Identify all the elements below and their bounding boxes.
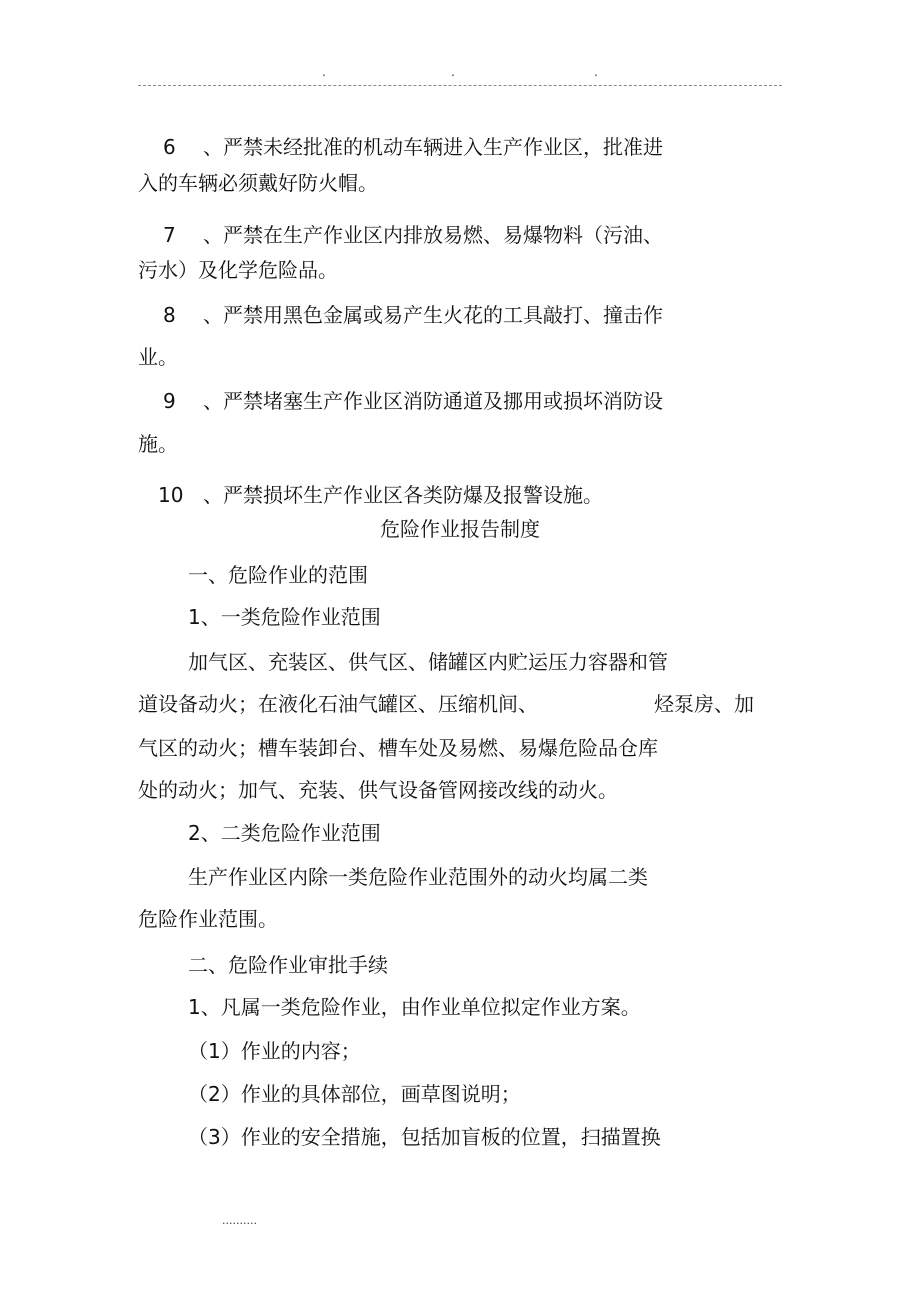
rule-8-line-1 <box>163 302 663 328</box>
paragraph-class-2-line-2: 危险作业范围。 <box>138 907 278 931</box>
header-dot: . <box>594 65 598 79</box>
plan-item-2: （2）作业的具体部位，画草图说明； <box>188 1082 521 1106</box>
rule-text: 、严禁堵塞生产作业区消防通道及挪用或损坏消防设 <box>203 389 663 413</box>
rule-number: 9 <box>163 389 176 413</box>
rule-7-line-1 <box>163 222 663 248</box>
section-title: 危险作业报告制度 <box>380 517 540 541</box>
rule-8-line-2: 业。 <box>138 345 178 369</box>
paragraph-class-1-line-3: 气区的动火；槽车装卸台、槽车处及易燃、易爆危险品仓库 <box>138 736 658 760</box>
rule-number: 10 <box>158 483 184 507</box>
header-dot: . <box>451 65 455 79</box>
rule-9-line-2: 施。 <box>138 432 178 456</box>
approval-item-1: 1、凡属一类危险作业，由作业单位拟定作业方案。 <box>188 995 641 1019</box>
rule-6-line-2: 入的车辆必须戴好防火帽。 <box>138 171 378 195</box>
rule-text: 、严禁用黑色金属或易产生火花的工具敲打、撞击作 <box>203 303 663 327</box>
paragraph-class-1-line-2b: 烃泵房、加 <box>654 692 754 716</box>
heading-approval: 二、危险作业审批手续 <box>188 953 388 977</box>
plan-item-1: （1）作业的内容； <box>188 1039 361 1063</box>
paragraph-class-1-line-1: 加气区、充装区、供气区、储罐区内贮运压力容器和管 <box>188 650 668 674</box>
footer-dots: .......... <box>222 1214 257 1227</box>
paragraph-class-2-line-1: 生产作业区内除一类危险作业范围外的动火均属二类 <box>188 865 648 889</box>
heading-scope: 一、危险作业的范围 <box>188 563 368 587</box>
rule-7-line-2: 污水）及化学危险品。 <box>138 258 338 282</box>
header-rule <box>138 85 782 86</box>
header-dot: . <box>322 65 326 79</box>
rule-6-line-1 <box>163 134 663 160</box>
paragraph-class-1-line-2a: 道设备动火；在液化石油气罐区、压缩机间、 <box>138 692 538 716</box>
subheading-class-1: 1、一类危险作业范围 <box>188 605 381 629</box>
rule-text: 、严禁未经批准的机动车辆进入生产作业区，批准进 <box>203 135 663 159</box>
rule-text: 、严禁在生产作业区内排放易燃、易爆物料（污油、 <box>203 223 663 247</box>
rule-text: 、严禁损坏生产作业区各类防爆及报警设施。 <box>203 483 603 507</box>
rule-number: 6 <box>163 135 176 159</box>
subheading-class-2: 2、二类危险作业范围 <box>188 821 381 845</box>
paragraph-class-1-line-4: 处的动火；加气、充装、供气设备管网接改线的动火。 <box>138 778 618 802</box>
rule-number: 7 <box>163 223 176 247</box>
rule-9-line-1 <box>163 388 663 414</box>
rule-number: 8 <box>163 303 176 327</box>
plan-item-3: （3）作业的安全措施，包括加盲板的位置，扫描置换 <box>188 1125 661 1149</box>
rule-10-line-1 <box>158 482 603 508</box>
